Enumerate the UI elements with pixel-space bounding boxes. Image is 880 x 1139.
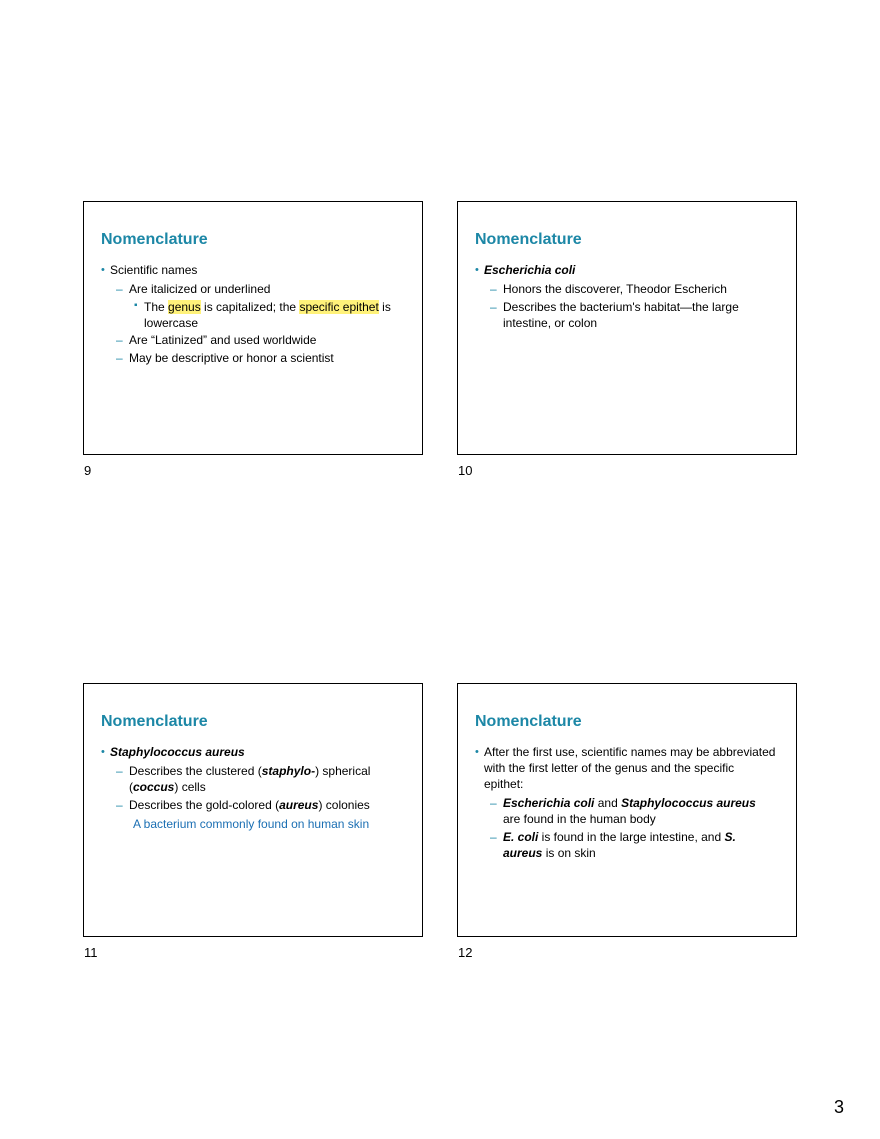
sub-bullet-item: – E. coli is found in the large intestine, and S. aureus is on skin: [490, 830, 736, 860]
slide-10: [457, 201, 797, 455]
slide-number: 12: [458, 945, 473, 960]
sub-bullet-item: – Escherichia coli and Staphylococcus aureus are found in the human body: [490, 796, 756, 826]
sub-bullet-item: – Are italicized or underlined: [116, 282, 271, 296]
sub-bullet-item: – Honors the discoverer, Theodor Escherich: [490, 282, 727, 296]
square-bullet-icon: ▪: [134, 300, 138, 311]
dash-icon: –: [490, 796, 497, 810]
bullet-item: • Scientific names: [101, 263, 198, 277]
slide-title: Nomenclature: [101, 713, 208, 730]
slide-11: [83, 683, 423, 937]
bullet-item: • Staphylococcus aureus: [101, 745, 245, 759]
bullet-item: • Escherichia coli: [475, 263, 576, 277]
dash-icon: –: [490, 282, 497, 296]
dash-icon: –: [490, 300, 497, 314]
dash-icon: –: [116, 764, 123, 778]
slide-number: 11: [84, 945, 98, 960]
slide-title: Nomenclature: [101, 231, 208, 248]
sub-bullet-item: – Are “Latinized” and used worldwide: [116, 333, 317, 347]
highlight-genus: genus: [168, 300, 201, 314]
dash-icon: –: [116, 351, 123, 365]
slide-number: 10: [458, 463, 473, 478]
highlight-specific-epithet: specific epithet: [299, 300, 379, 314]
page-number: 3: [833, 1097, 844, 1117]
bullet-item: • After the first use, scientific names may be abbreviated with the first letter of the genus and the specific epithet:: [475, 745, 776, 791]
slide-body: [475, 262, 776, 333]
slide-note: A bacterium commonly found on human skin: [133, 817, 370, 831]
bullet-icon: •: [101, 746, 105, 758]
slide-9: [83, 201, 423, 455]
slide-number: 9: [84, 463, 92, 478]
dash-icon: –: [116, 798, 123, 812]
sub-bullet-item: – Describes the bacterium's habitat—the large intestine, or colon: [490, 300, 739, 330]
bullet-icon: •: [101, 264, 105, 276]
slide-title: Nomenclature: [475, 231, 582, 248]
dash-icon: –: [116, 282, 123, 296]
dash-icon: –: [116, 333, 123, 347]
slide-body: [101, 262, 402, 368]
sub-bullet-item: – May be descriptive or honor a scientist: [116, 351, 334, 365]
sub-bullet-item: – Describes the gold-colored (aureus) colonies: [116, 798, 370, 812]
slide-body: [101, 744, 402, 832]
bullet-icon: •: [475, 746, 479, 758]
slide-body: [475, 744, 776, 863]
bullet-icon: •: [475, 264, 479, 276]
slide-12: [457, 683, 797, 937]
sub-bullet-item: – Describes the clustered (staphylo-) spherical (coccus) cells: [116, 764, 371, 794]
sub-sub-bullet-item: ▪ The genus is capitalized; the specific epithet is lowercase: [134, 300, 391, 330]
slide-title: Nomenclature: [475, 713, 582, 730]
dash-icon: –: [490, 830, 497, 844]
